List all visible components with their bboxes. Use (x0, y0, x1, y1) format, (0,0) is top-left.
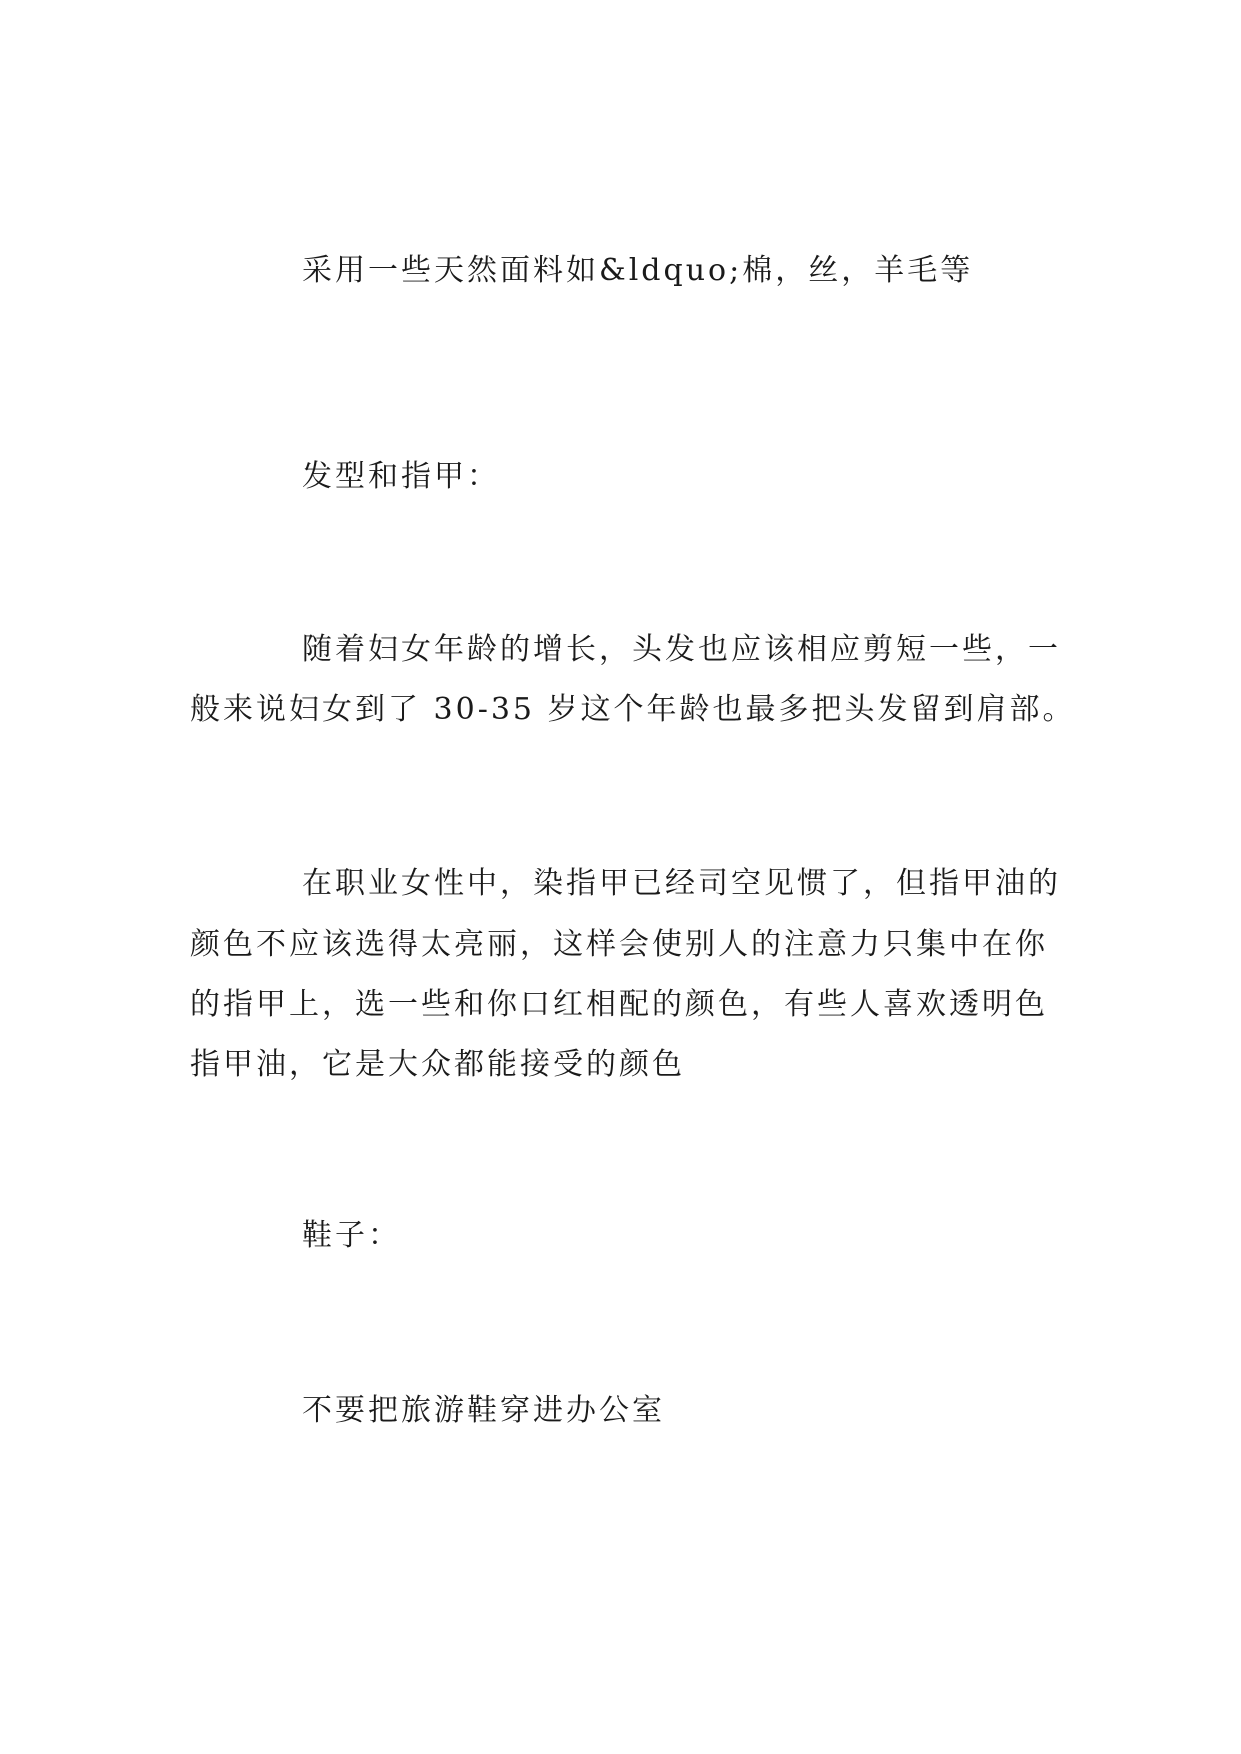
paragraph-fabric: 采用一些天然面料如&ldquo;棉，丝，羊毛等 (302, 253, 974, 288)
paragraph-hair-line-1: 随着妇女年龄的增长，头发也应该相应剪短一些，一 (302, 632, 1061, 667)
paragraph-nails-line-3: 的指甲上，选一些和你口红相配的颜色，有些人喜欢透明色 (190, 987, 1048, 1022)
heading-hair-nails: 发型和指甲： (302, 459, 500, 494)
heading-shoes: 鞋子： (302, 1218, 401, 1253)
paragraph-hair-line-2: 般来说妇女到了 30-35 岁这个年龄也最多把头发留到肩部。 (190, 692, 1076, 727)
paragraph-nails-line-1: 在职业女性中，染指甲已经司空见惯了，但指甲油的 (302, 866, 1061, 901)
paragraph-shoes: 不要把旅游鞋穿进办公室 (302, 1393, 665, 1428)
paragraph-nails-line-4: 指甲油，它是大众都能接受的颜色 (190, 1047, 685, 1082)
paragraph-nails-line-2: 颜色不应该选得太亮丽，这样会使别人的注意力只集中在你 (190, 927, 1048, 962)
